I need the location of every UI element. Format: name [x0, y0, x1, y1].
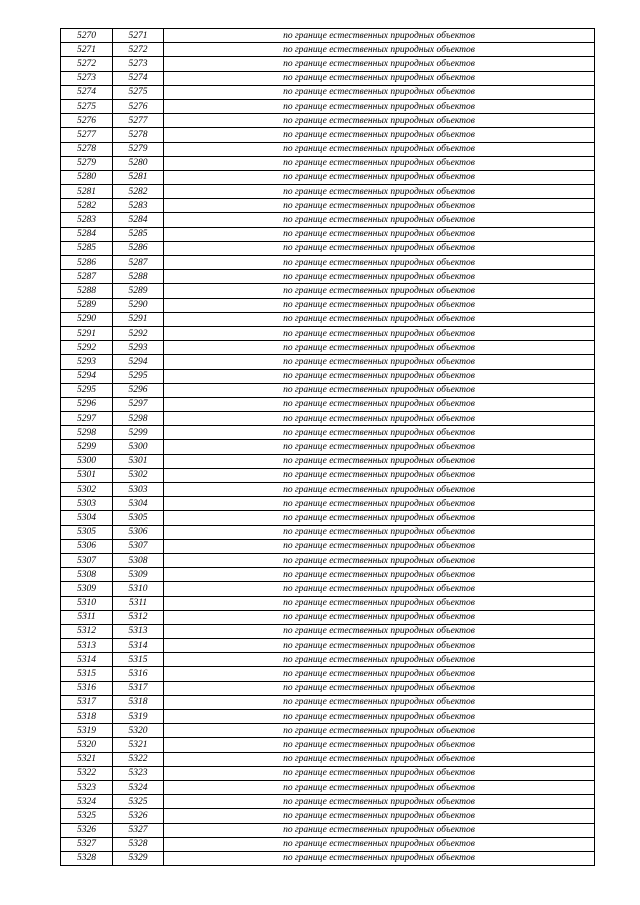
- boundary-description-cell: по границе естественных природных объектов: [164, 142, 595, 156]
- point-to-cell: 5327: [113, 823, 164, 837]
- table-row: [61, 553, 595, 567]
- table-row: [61, 341, 595, 355]
- boundary-description-cell: по границе естественных природных объектов: [164, 724, 595, 738]
- table-body: [61, 29, 595, 866]
- table-row: [61, 525, 595, 539]
- point-to-cell: 5291: [113, 312, 164, 326]
- boundary-description-cell: по границе естественных природных объектов: [164, 525, 595, 539]
- table-row: [61, 752, 595, 766]
- table-row: [61, 440, 595, 454]
- point-from-cell: 5309: [61, 582, 113, 596]
- boundary-description-cell: по границе естественных природных объектов: [164, 128, 595, 142]
- table-row: [61, 837, 595, 851]
- table-row: [61, 71, 595, 85]
- point-from-cell: 5327: [61, 837, 113, 851]
- table-row: [61, 724, 595, 738]
- point-from-cell: 5297: [61, 412, 113, 426]
- table-row: [61, 85, 595, 99]
- point-to-cell: 5290: [113, 298, 164, 312]
- table-row: [61, 397, 595, 411]
- point-from-cell: 5276: [61, 114, 113, 128]
- table-row: [61, 298, 595, 312]
- table-row: [61, 809, 595, 823]
- point-to-cell: 5296: [113, 383, 164, 397]
- boundary-description-cell: по границе естественных природных объектов: [164, 355, 595, 369]
- point-to-cell: 5314: [113, 639, 164, 653]
- table-row: [61, 568, 595, 582]
- table-row: [61, 653, 595, 667]
- table-row: [61, 539, 595, 553]
- table-row: [61, 29, 595, 43]
- point-from-cell: 5317: [61, 695, 113, 709]
- table-row: [61, 185, 595, 199]
- point-from-cell: 5313: [61, 639, 113, 653]
- point-to-cell: 5321: [113, 738, 164, 752]
- table-row: [61, 114, 595, 128]
- point-to-cell: 5326: [113, 809, 164, 823]
- point-to-cell: 5289: [113, 284, 164, 298]
- point-from-cell: 5328: [61, 851, 113, 865]
- point-to-cell: 5283: [113, 199, 164, 213]
- point-to-cell: 5282: [113, 185, 164, 199]
- table-row: [61, 454, 595, 468]
- table-row: [61, 383, 595, 397]
- table-row: [61, 57, 595, 71]
- point-to-cell: 5328: [113, 837, 164, 851]
- point-from-cell: 5325: [61, 809, 113, 823]
- table-row: [61, 667, 595, 681]
- table-row: [61, 355, 595, 369]
- point-to-cell: 5288: [113, 270, 164, 284]
- table-row: [61, 270, 595, 284]
- point-from-cell: 5320: [61, 738, 113, 752]
- point-to-cell: 5303: [113, 483, 164, 497]
- boundary-description-cell: по границе естественных природных объектов: [164, 653, 595, 667]
- boundary-description-cell: по границе естественных природных объектов: [164, 256, 595, 270]
- boundary-description-cell: по границе естественных природных объектов: [164, 43, 595, 57]
- point-to-cell: 5307: [113, 539, 164, 553]
- boundary-description-cell: по границе естественных природных объектов: [164, 823, 595, 837]
- boundary-description-cell: по границе естественных природных объектов: [164, 582, 595, 596]
- boundary-description-cell: по границе естественных природных объектов: [164, 780, 595, 794]
- point-to-cell: 5276: [113, 99, 164, 113]
- point-to-cell: 5324: [113, 780, 164, 794]
- table-row: [61, 312, 595, 326]
- boundary-description-cell: по границе естественных природных объектов: [164, 57, 595, 71]
- table-row: [61, 497, 595, 511]
- boundary-description-cell: по границе естественных природных объектов: [164, 553, 595, 567]
- boundary-description-cell: по границе естественных природных объектов: [164, 412, 595, 426]
- boundary-description-cell: по границе естественных природных объектов: [164, 483, 595, 497]
- boundary-description-cell: по границе естественных природных объектов: [164, 752, 595, 766]
- table-row: [61, 681, 595, 695]
- point-from-cell: 5294: [61, 369, 113, 383]
- boundary-description-cell: по границе естественных природных объектов: [164, 851, 595, 865]
- point-to-cell: 5281: [113, 170, 164, 184]
- point-to-cell: 5293: [113, 341, 164, 355]
- boundary-description-cell: по границе естественных природных объектов: [164, 695, 595, 709]
- boundary-description-cell: по границе естественных природных объектов: [164, 326, 595, 340]
- boundary-description-cell: по границе естественных природных объектов: [164, 795, 595, 809]
- point-from-cell: 5287: [61, 270, 113, 284]
- point-from-cell: 5291: [61, 326, 113, 340]
- boundary-description-cell: по границе естественных природных объектов: [164, 837, 595, 851]
- table-row: [61, 610, 595, 624]
- point-to-cell: 5299: [113, 426, 164, 440]
- boundary-description-cell: по границе естественных природных объектов: [164, 468, 595, 482]
- boundary-description-cell: по границе естественных природных объектов: [164, 454, 595, 468]
- point-from-cell: 5314: [61, 653, 113, 667]
- boundary-description-cell: по границе естественных природных объектов: [164, 369, 595, 383]
- boundary-description-cell: по границе естественных природных объектов: [164, 809, 595, 823]
- boundary-description-cell: по границе естественных природных объектов: [164, 241, 595, 255]
- point-to-cell: 5292: [113, 326, 164, 340]
- point-to-cell: 5279: [113, 142, 164, 156]
- point-from-cell: 5326: [61, 823, 113, 837]
- point-from-cell: 5271: [61, 43, 113, 57]
- point-from-cell: 5322: [61, 766, 113, 780]
- boundary-description-cell: по границе естественных природных объектов: [164, 298, 595, 312]
- point-from-cell: 5303: [61, 497, 113, 511]
- point-to-cell: 5273: [113, 57, 164, 71]
- table-row: [61, 511, 595, 525]
- point-to-cell: 5309: [113, 568, 164, 582]
- table-row: [61, 369, 595, 383]
- table-row: [61, 256, 595, 270]
- table-row: [61, 823, 595, 837]
- point-from-cell: 5295: [61, 383, 113, 397]
- table-row: [61, 426, 595, 440]
- point-from-cell: 5315: [61, 667, 113, 681]
- boundary-description-cell: по границе естественных природных объектов: [164, 114, 595, 128]
- table-row: [61, 142, 595, 156]
- point-from-cell: 5318: [61, 710, 113, 724]
- point-to-cell: 5316: [113, 667, 164, 681]
- point-to-cell: 5320: [113, 724, 164, 738]
- point-to-cell: 5275: [113, 85, 164, 99]
- point-to-cell: 5313: [113, 624, 164, 638]
- point-from-cell: 5270: [61, 29, 113, 43]
- table-row: [61, 738, 595, 752]
- boundary-description-cell: по границе естественных природных объектов: [164, 738, 595, 752]
- point-from-cell: 5273: [61, 71, 113, 85]
- table-row: [61, 766, 595, 780]
- point-to-cell: 5323: [113, 766, 164, 780]
- boundary-description-cell: по границе естественных природных объектов: [164, 99, 595, 113]
- table-row: [61, 128, 595, 142]
- boundary-description-cell: по границе естественных природных объектов: [164, 440, 595, 454]
- point-to-cell: 5325: [113, 795, 164, 809]
- boundary-description-cell: по границе естественных природных объектов: [164, 312, 595, 326]
- point-from-cell: 5308: [61, 568, 113, 582]
- table-row: [61, 483, 595, 497]
- point-from-cell: 5289: [61, 298, 113, 312]
- point-from-cell: 5280: [61, 170, 113, 184]
- point-from-cell: 5285: [61, 241, 113, 255]
- point-from-cell: 5312: [61, 624, 113, 638]
- point-to-cell: 5274: [113, 71, 164, 85]
- point-from-cell: 5281: [61, 185, 113, 199]
- boundary-description-cell: по границе естественных природных объектов: [164, 284, 595, 298]
- point-to-cell: 5305: [113, 511, 164, 525]
- point-from-cell: 5299: [61, 440, 113, 454]
- point-from-cell: 5296: [61, 397, 113, 411]
- point-to-cell: 5287: [113, 256, 164, 270]
- point-from-cell: 5316: [61, 681, 113, 695]
- point-from-cell: 5282: [61, 199, 113, 213]
- boundary-description-cell: по границе естественных природных объектов: [164, 71, 595, 85]
- point-from-cell: 5290: [61, 312, 113, 326]
- boundary-description-cell: по границе естественных природных объектов: [164, 199, 595, 213]
- point-from-cell: 5275: [61, 99, 113, 113]
- boundary-description-cell: по границе естественных природных объектов: [164, 568, 595, 582]
- table-row: [61, 284, 595, 298]
- boundary-description-cell: по границе естественных природных объектов: [164, 426, 595, 440]
- boundary-description-cell: по границе естественных природных объектов: [164, 341, 595, 355]
- point-from-cell: 5293: [61, 355, 113, 369]
- point-from-cell: 5283: [61, 213, 113, 227]
- table-row: [61, 582, 595, 596]
- boundary-description-cell: по границе естественных природных объектов: [164, 213, 595, 227]
- point-from-cell: 5310: [61, 596, 113, 610]
- point-to-cell: 5308: [113, 553, 164, 567]
- point-to-cell: 5286: [113, 241, 164, 255]
- boundary-description-cell: по границе естественных природных объектов: [164, 639, 595, 653]
- table-row: [61, 780, 595, 794]
- point-from-cell: 5311: [61, 610, 113, 624]
- point-to-cell: 5272: [113, 43, 164, 57]
- point-from-cell: 5319: [61, 724, 113, 738]
- point-from-cell: 5286: [61, 256, 113, 270]
- table-row: [61, 326, 595, 340]
- table-row: [61, 412, 595, 426]
- point-to-cell: 5319: [113, 710, 164, 724]
- table-row: [61, 156, 595, 170]
- point-from-cell: 5279: [61, 156, 113, 170]
- point-to-cell: 5329: [113, 851, 164, 865]
- table-row: [61, 639, 595, 653]
- point-from-cell: 5324: [61, 795, 113, 809]
- table-row: [61, 99, 595, 113]
- boundary-description-cell: по границе естественных природных объектов: [164, 511, 595, 525]
- point-from-cell: 5301: [61, 468, 113, 482]
- point-to-cell: 5306: [113, 525, 164, 539]
- boundary-description-cell: по границе естественных природных объектов: [164, 170, 595, 184]
- point-to-cell: 5301: [113, 454, 164, 468]
- point-to-cell: 5302: [113, 468, 164, 482]
- boundary-description-cell: по границе естественных природных объектов: [164, 610, 595, 624]
- point-to-cell: 5277: [113, 114, 164, 128]
- table-row: [61, 241, 595, 255]
- point-from-cell: 5306: [61, 539, 113, 553]
- point-to-cell: 5317: [113, 681, 164, 695]
- point-from-cell: 5274: [61, 85, 113, 99]
- boundary-description-cell: по границе естественных природных объектов: [164, 710, 595, 724]
- boundary-description-cell: по границе естественных природных объектов: [164, 766, 595, 780]
- point-to-cell: 5284: [113, 213, 164, 227]
- point-from-cell: 5272: [61, 57, 113, 71]
- table-row: [61, 227, 595, 241]
- table-row: [61, 851, 595, 865]
- table-row: [61, 795, 595, 809]
- point-to-cell: 5298: [113, 412, 164, 426]
- point-from-cell: 5323: [61, 780, 113, 794]
- point-from-cell: 5307: [61, 553, 113, 567]
- boundary-description-cell: по границе естественных природных объектов: [164, 681, 595, 695]
- point-from-cell: 5292: [61, 341, 113, 355]
- point-to-cell: 5297: [113, 397, 164, 411]
- boundary-description-cell: по границе естественных природных объектов: [164, 185, 595, 199]
- point-to-cell: 5271: [113, 29, 164, 43]
- boundary-description-cell: по границе естественных природных объектов: [164, 156, 595, 170]
- point-from-cell: 5288: [61, 284, 113, 298]
- table-row: [61, 170, 595, 184]
- table-row: [61, 468, 595, 482]
- boundary-description-cell: по границе естественных природных объектов: [164, 270, 595, 284]
- point-from-cell: 5284: [61, 227, 113, 241]
- point-to-cell: 5312: [113, 610, 164, 624]
- point-from-cell: 5298: [61, 426, 113, 440]
- point-to-cell: 5310: [113, 582, 164, 596]
- table-row: [61, 710, 595, 724]
- point-to-cell: 5285: [113, 227, 164, 241]
- boundary-description-cell: по границе естественных природных объектов: [164, 227, 595, 241]
- table-row: [61, 43, 595, 57]
- point-to-cell: 5300: [113, 440, 164, 454]
- point-from-cell: 5277: [61, 128, 113, 142]
- table-row: [61, 624, 595, 638]
- boundary-description-cell: по границе естественных природных объектов: [164, 397, 595, 411]
- point-to-cell: 5311: [113, 596, 164, 610]
- boundary-description-cell: по границе естественных природных объектов: [164, 667, 595, 681]
- point-to-cell: 5294: [113, 355, 164, 369]
- boundary-points-table: [60, 28, 595, 866]
- point-from-cell: 5321: [61, 752, 113, 766]
- point-from-cell: 5300: [61, 454, 113, 468]
- table-row: [61, 199, 595, 213]
- boundary-description-cell: по границе естественных природных объектов: [164, 29, 595, 43]
- boundary-description-cell: по границе естественных природных объектов: [164, 85, 595, 99]
- table-row: [61, 596, 595, 610]
- point-to-cell: 5280: [113, 156, 164, 170]
- boundary-description-cell: по границе естественных природных объектов: [164, 497, 595, 511]
- boundary-description-cell: по границе естественных природных объектов: [164, 596, 595, 610]
- point-to-cell: 5322: [113, 752, 164, 766]
- table-row: [61, 695, 595, 709]
- table-row: [61, 213, 595, 227]
- point-from-cell: 5302: [61, 483, 113, 497]
- point-to-cell: 5295: [113, 369, 164, 383]
- point-to-cell: 5304: [113, 497, 164, 511]
- point-to-cell: 5315: [113, 653, 164, 667]
- point-to-cell: 5278: [113, 128, 164, 142]
- point-from-cell: 5278: [61, 142, 113, 156]
- boundary-description-cell: по границе естественных природных объектов: [164, 383, 595, 397]
- boundary-description-cell: по границе естественных природных объектов: [164, 624, 595, 638]
- point-from-cell: 5305: [61, 525, 113, 539]
- boundary-description-cell: по границе естественных природных объектов: [164, 539, 595, 553]
- point-to-cell: 5318: [113, 695, 164, 709]
- point-from-cell: 5304: [61, 511, 113, 525]
